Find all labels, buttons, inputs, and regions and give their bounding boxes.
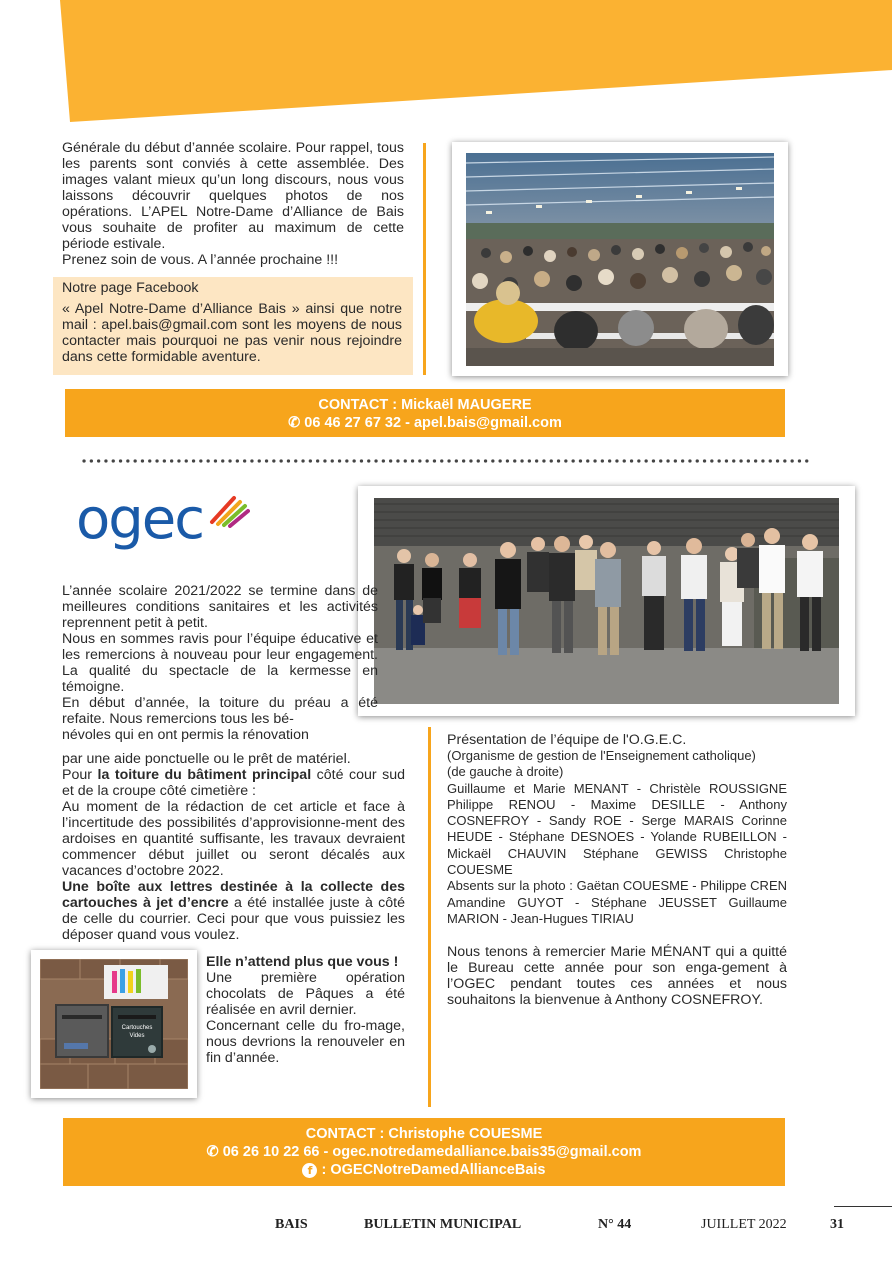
ogec-p4-bold: la toiture du bâtiment principal <box>97 767 312 783</box>
team-text-block <box>447 732 787 1008</box>
facebook-icon: f <box>302 1163 317 1178</box>
facebook-text: « Apel Notre-Dame d’Alliance Bais » ainsi que notre mail : apel.bais@gmail.com sont les moyens de nous contacter mais pourquoi ne pas venir nous rejoindre dans cette formidable aventure. <box>62 301 402 365</box>
team-title: Présentation de l’équipe de l'O.G.E.C. <box>447 732 687 748</box>
ogec-contact-name: CONTACT : Christophe COUESME <box>305 1126 543 1142</box>
footer-rule <box>834 1206 892 1207</box>
ogec-p4-post: côté cour sud et de la croupe côté cimetière : <box>62 767 405 799</box>
footer-town: BAIS <box>275 1217 308 1232</box>
ogec-text-lower <box>62 751 405 943</box>
ogec-p3a: En début d’année, la toiture du préau a été refaite. Nous remercions tous les bé- <box>62 695 378 727</box>
apel-closing: Prenez soin de vous. A l’année prochaine !!! <box>62 252 339 268</box>
ogec-logo-brush-icon <box>208 492 250 528</box>
mailbox-label-1: Cartouches <box>121 1025 153 1031</box>
assembly-photo <box>466 153 774 366</box>
assembly-photo-frame <box>452 142 788 376</box>
mailbox-label-2: Vides <box>129 1033 145 1039</box>
team-names: Guillaume et Marie MENANT - Christèle ROUSSIGNE Philippe RENOU - Maxime DESILLE - Anthony COSNEFROY - Sandy ROE - Serge MARAIS Corinne HEUDE - Stéphane DESNOES - Yolande RUBEILLON - Mickaël CHAUVIN Stéphane GEWISS Christophe COUESME <box>447 780 787 878</box>
ogec-p3c: par une aide ponctuelle ou le prêt de matériel. <box>62 751 351 767</box>
vertical-divider <box>423 143 426 375</box>
ogec-logo-text: ogec <box>76 487 204 552</box>
dotted-separator <box>82 456 812 466</box>
ogec-p2: Nous en sommes ravis pour l’équipe éducative et les remercions à nouveau pour leur engagement. La qualité du spectacle de la kermesse en témoigne. <box>62 631 378 695</box>
ogec-p1: L’année scolaire 2021/2022 se termine dans de meilleures conditions sanitaires et les activités reprennent petit à petit. <box>62 583 378 631</box>
ogec-p7-bold-text: Elle n’attend plus que vous ! <box>206 954 399 970</box>
ogec-facebook-handle: : OGECNotreDamedAllianceBais <box>321 1162 546 1178</box>
footer-issue: N° 44 <box>598 1217 632 1232</box>
ogec-p7: Une première opération chocolats de Pâques a été réalisée en avril dernier. <box>206 970 405 1018</box>
ogec-p5: Au moment de la rédaction de cet article et face à l’incertitude des possibilités d’approvisionne-ment des ardoises en quantité suffisante, les travaux devraient commencer début juillet ou seront décalés aux vacances d’octobre 2022. <box>62 799 405 879</box>
apel-contact-banner <box>65 389 785 437</box>
ogec-p6-post: a été installée juste à côté de celle du courrier. Ceci pour que vous puissiez les déposer quand vous voulez. <box>62 895 405 943</box>
footer-date: JUILLET 2022 <box>701 1217 787 1232</box>
team-photo-frame <box>358 486 855 716</box>
ogec-p6-bold: Une boîte aux lettres destinée à la collecte des cartouches à jet d’encre <box>62 879 405 911</box>
ogec-p4-pre: Pour <box>62 767 98 783</box>
footer-page-number: 31 <box>830 1217 844 1232</box>
team-subtitle-2: (de gauche à droite) <box>447 764 564 780</box>
team-thanks: Nous tenons à remercier Marie MÉNANT qui a quitté le Bureau cette année pour son enga-gement à l’OGEC pendant toutes ces années et nous souhaitons la bienvenue à Anthony COSNEFROY. <box>447 944 787 1009</box>
apel-contact-name: CONTACT : Mickaël MAUGERE <box>318 397 532 413</box>
ogec-contact-details: ✆ 06 26 10 22 66 - ogec.notredamedalliance.bais35@gmail.com <box>206 1144 642 1160</box>
facebook-box <box>53 277 413 375</box>
apel-text-block <box>62 140 404 268</box>
ogec-p3b: névoles qui en ont permis la rénovation <box>62 727 309 743</box>
top-banner <box>0 0 892 125</box>
ogec-contact-banner <box>63 1118 785 1186</box>
facebook-title: Notre page Facebook <box>62 280 199 296</box>
ogec-text-upper <box>62 583 378 743</box>
ogec-text-side <box>206 954 405 1066</box>
ogec-p6 <box>62 879 405 943</box>
footer-bulletin: BULLETIN MUNICIPAL <box>364 1217 522 1232</box>
team-absents: Absents sur la photo : Gaëtan COUESME - Philippe CREN Amandine GUYOT - Stéphane JEUSSET Guillaume MARION - Jean-Hugues TIRIAU <box>447 878 787 926</box>
mailbox-photo <box>40 959 188 1089</box>
vertical-divider-2 <box>428 727 431 1107</box>
ogec-p4 <box>62 767 405 799</box>
ogec-p7-bold <box>206 954 405 970</box>
team-photo <box>374 498 839 704</box>
apel-contact-details: ✆ 06 46 27 67 32 - apel.bais@gmail.com <box>288 415 562 431</box>
apel-paragraph: Générale du début d’année scolaire. Pour rappel, tous les parents sont conviés à cette assemblée. Des images valant mieux qu’un long discours, nous vous laissons découvrir quelques photos de nos opérations. L’APEL Notre-Dame d’Alliance de Bais vous souhaite de profiter au maximum de cette période estivale. <box>62 140 404 252</box>
ogec-logo <box>76 487 256 572</box>
ogec-contact-facebook <box>63 1161 785 1179</box>
ogec-p8: Concernant celle du fro-mage, nous devrions la renouveler en fin d’année. <box>206 1018 405 1066</box>
mailbox-photo-frame <box>31 950 197 1098</box>
team-subtitle-1: (Organisme de gestion de l'Enseignement catholique) <box>447 748 756 763</box>
